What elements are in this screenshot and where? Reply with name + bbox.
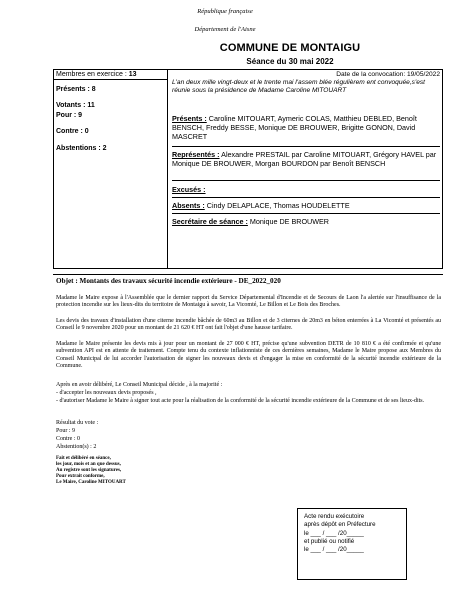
signature-line-4: Pour extrait conforme, [56,474,105,479]
abstentions-count: Abstentions : 2 [56,145,107,152]
secretaire-block [172,217,440,226]
deliberation-box [53,69,443,269]
vote-result-contre: Contre : 0 [56,436,80,442]
members-divider [53,79,168,80]
absents-block [172,201,440,210]
commune-title: COMMUNE DE MONTAIGU [219,42,361,54]
vote-result-abstention: Abstention(s) : 2 [56,444,97,450]
presents-block [172,114,440,142]
representes-names: Alexandre PRESTAIL par Caroline MITOUART, Grégory HAVEL par Monique DE BROUWER, Morgan BOURDON par Benoît BENSCH [172,150,437,169]
column-divider [167,69,168,269]
presents-label: Présents : [172,114,207,123]
votants-count: Votants : 11 [56,102,95,109]
absents-label: Absents : [172,201,205,210]
acte-line-2: après dépôt en Préfecture [304,521,376,529]
decision-intro: Après en avoir délibéré, Le Conseil Municipal décide , à la majorité : [56,382,223,388]
acte-line-5: le ___ / ___ /20_____ [304,546,364,554]
paragraph-3: Madame le Maire présente les devis mis à jour pour un montant de 27 000 € HT, précise qu'une subvention DETR de 10 810 € a été confirmée et qu'une subvention API est en attente de traitement. Compte tenu du contexte inflationniste de ces dernières semaines, Madame le Maire propose aux Membres du Conseil Municipal de lui accorder l'autorisation de signer les nouveaux devis et d'engager la mise en conformité de la sécurité incendie extérieure de la Commune. [56,341,441,370]
presents-names: Caroline MITOUART, Aymeric COLAS, Matthieu DEBLED, Benoît BENSCH, Freddy BESSE, Monique DE BROUWER, Brigitte GONON, David MASCRET [172,114,417,142]
acte-line-3: le ___ / ___ /20_____ [304,529,364,537]
objet-divider [53,274,443,275]
contre-count: Contre : 0 [56,128,89,135]
paragraph-1: Madame le Maire expose à l'Assemblée que le dernier rapport du Service Départemental d'Incendie et de Secours de Laon l'a alertée sur l'insuffisance de la protection incendie sur les lieux-dits du territoire de Montaigu à savoir, La Vicomté, Le Billon et Le Bois des Broches. [56,295,441,309]
excuses-block [172,185,440,194]
department-header: Département de l'Aisne [194,26,256,33]
paragraph-2: Les devis des travaux d'installation d'une citerne incendie bâchée de 60m3 au Billon et de 3 citernes de 20m3 en béton enterrées à La Vicomté et présentés au Conseil le 9 novembre 2020 pour un montant de 21 620 € HT ont fait l'objet d'une hausse tarifaire. [56,318,441,332]
objet-title: Objet : Montants des travaux sécurité incendie extérieure - DE_2022_020 [56,277,281,285]
separator-1 [172,146,440,147]
separator-4 [172,213,440,214]
decision-item-2: - d'autoriser Madame le Maire à signer tout acte pour la réalisation de la conformité de la sécurité incendie extérieure de la Commune et de ses lieux-dits. [56,398,425,404]
signature-line-3: Au registre sont les signatures, [56,468,122,473]
separator-3 [172,197,440,198]
session-intro: L'an deux mille vingt-deux et le trente mai l'assem blée régulièrem ent convoquée,s'est réunie sous la présidence de Madame Caroline MITOUART [172,79,426,94]
republic-header: République française [197,8,253,15]
absents-names: Cindy DELAPLACE, Thomas HOUDELETTE [204,201,350,210]
vote-result-title: Résultat du vote : [56,420,99,426]
pour-count: Pour : 9 [56,112,83,119]
session-date: Séance du 30 mai 2022 [246,57,334,66]
presents-count: Présents : 8 [56,86,96,93]
members-in-office: Membres en exercice : 13 [56,71,137,78]
separator-2 [172,180,440,181]
excuses-label: Excusés : [172,185,206,194]
signature-line-1: Fait et délibéré en séance, [56,456,111,461]
secretaire-name: Monique DE BROUWER [247,217,330,226]
acte-executoire-box [297,508,407,580]
secretaire-label: Secrétaire de séance : [172,217,248,226]
convocation-date: Date de la convocation: 19/05/2022 [336,71,440,78]
representes-block [172,150,440,168]
vote-result-pour: Pour : 9 [56,428,76,434]
signature-line-5: Le Maire, Caroline MITOUART [56,480,126,485]
acte-line-4: et publié ou notifié [304,537,355,545]
representes-label: Représentés : [172,150,220,159]
decision-item-1: - d'accepter les nouveaux devis proposés , [56,390,157,396]
acte-line-1: Acte rendu exécutoire [304,513,365,520]
signature-line-2: les jour, mois et an que dessus, [56,462,121,467]
